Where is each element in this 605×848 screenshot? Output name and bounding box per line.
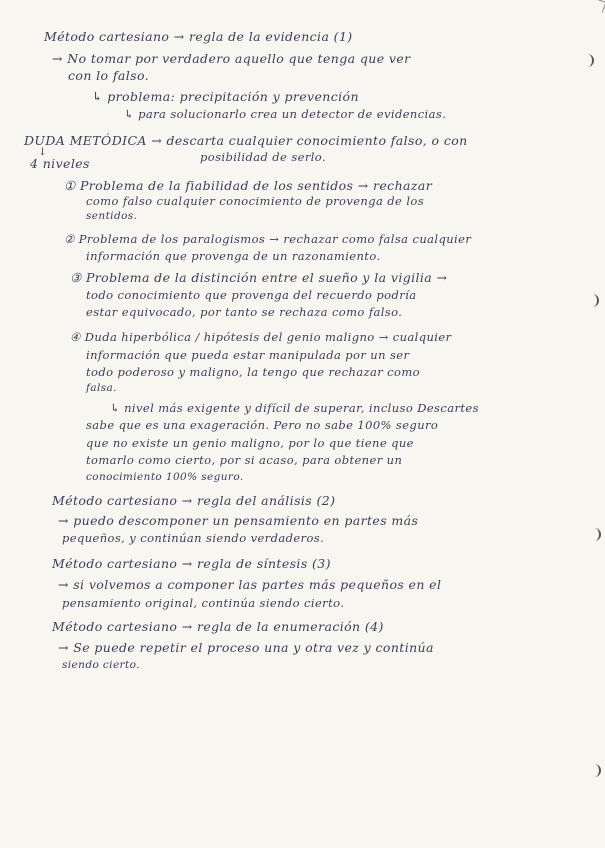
text-line: posibilidad de serlo.	[200, 150, 326, 164]
text-line: sentidos.	[86, 210, 138, 222]
punch-hole-mark	[590, 294, 599, 307]
text-line: → Se puede repetir el proceso una y otra vez y continúa	[58, 640, 434, 655]
text-line: pensamiento original, continúa siendo cierto.	[62, 596, 345, 610]
text-line: siendo cierto.	[62, 659, 140, 671]
item-1-line: ① Problema de la fiabilidad de los sentidos → rechazar	[64, 178, 433, 193]
text-line: información que pueda estar manipulada por un ser	[86, 348, 410, 362]
heading-analisis: Método cartesiano → regla del análisis (2)	[52, 493, 336, 508]
text-line: tomarlo como cierto, por si acaso, para obtener un	[86, 453, 403, 467]
punch-hole-mark	[585, 54, 594, 67]
text-line: estar equivocado, por tanto se rechaza como falso.	[86, 305, 403, 319]
text-line: → puedo descomponer un pensamiento en partes más	[58, 513, 419, 528]
item-2-line: ② Problema de los paralogismos → rechazar como falsa cualquier	[64, 232, 472, 246]
text-line: con lo falso.	[68, 68, 150, 83]
heading-evidencia: Método cartesiano → regla de la evidencia (1)	[44, 29, 353, 44]
text-line: ↳ nivel más exigente y difícil de superar, incluso Descartes	[110, 401, 479, 415]
text-line: información que provenga de un razonamiento.	[86, 249, 381, 263]
heading-enumeracion: Método cartesiano → regla de la enumeración (4)	[52, 619, 384, 634]
item-3-line: ③ Problema de la distinción entre el sueño y la vigilia →	[70, 270, 448, 285]
text-line: ↳ para solucionarlo crea un detector de evidencias.	[124, 107, 447, 121]
text-line: como falso cualquier conocimiento de provenga de los	[86, 194, 425, 208]
text-line: ↳ problema: precipitación y prevención	[92, 89, 359, 104]
text-line: todo poderoso y maligno, la tengo que rechazar como	[86, 365, 420, 379]
text-line: pequeños, y continúan siendo verdaderos.	[62, 531, 325, 545]
text-line: conocimiento 100% seguro.	[86, 471, 244, 483]
text-line: todo conocimiento que provenga del recuerdo podría	[86, 288, 417, 302]
text-line: → si volvemos a componer las partes más pequeños en el	[58, 577, 442, 592]
text-line: → No tomar por verdadero aquello que tenga que ver	[52, 51, 411, 66]
text-line: que no existe un genio maligno, por lo que tiene que	[86, 436, 414, 450]
text-line: falsa.	[86, 382, 117, 394]
heading-duda-metodica: DUDA METÓDICA → descarta cualquier conocimiento falso, o con	[24, 133, 468, 148]
punch-hole-mark	[592, 528, 601, 541]
item-4-line: ④ Duda hiperbólica / hipótesis del genio maligno → cualquier	[70, 330, 452, 344]
down-arrow: ↓	[38, 146, 48, 158]
page-corner-mark	[592, 0, 605, 13]
text-line: sabe que es una exageración. Pero no sabe 100% seguro	[86, 418, 439, 432]
heading-sintesis: Método cartesiano → regla de síntesis (3)	[52, 556, 331, 571]
text-line: 4 niveles	[30, 156, 90, 171]
punch-hole-mark	[592, 764, 601, 777]
